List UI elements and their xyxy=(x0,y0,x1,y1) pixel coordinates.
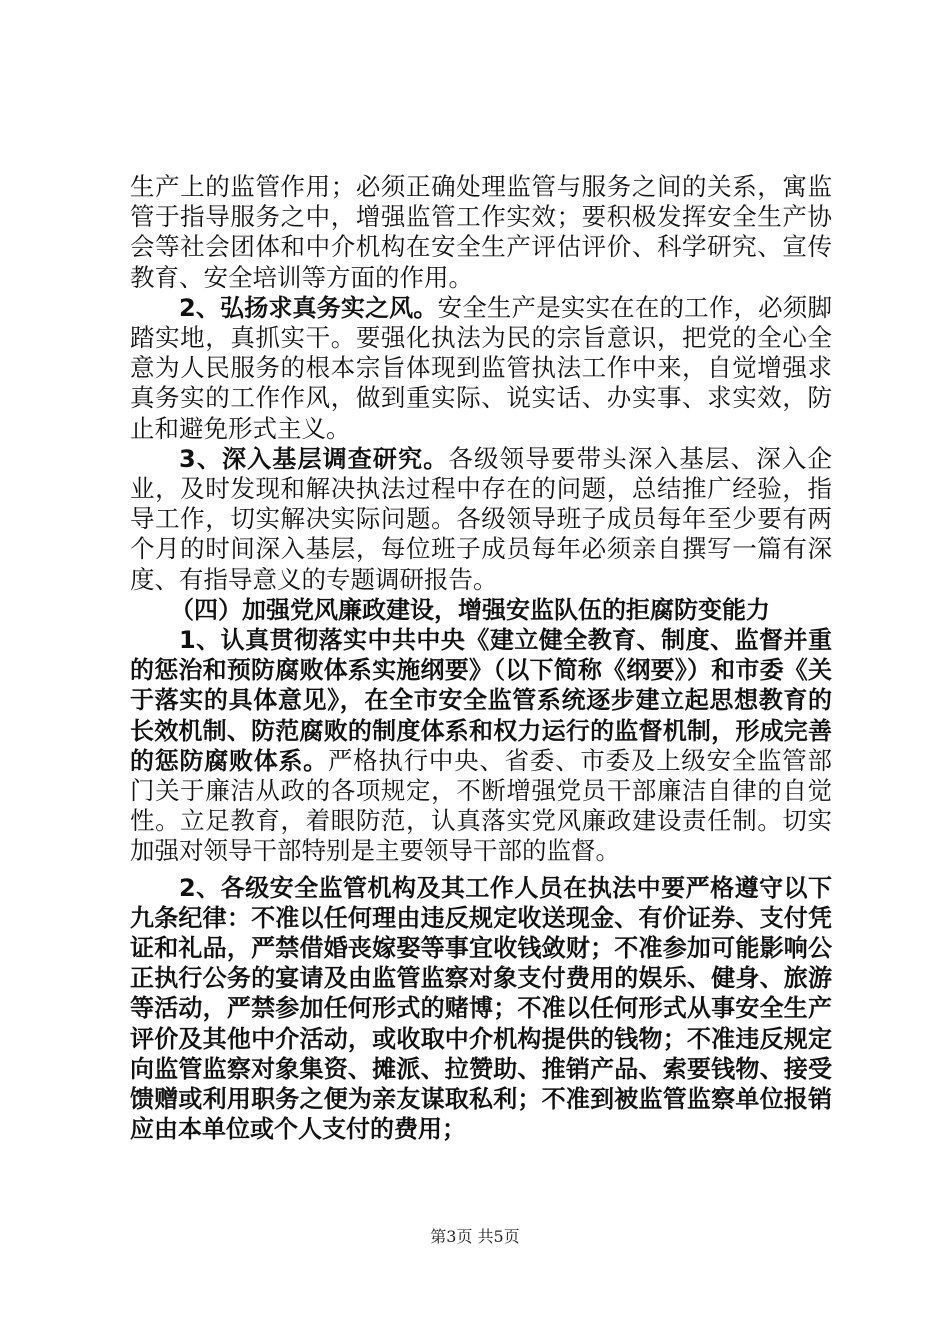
item-3-body: 各级领导要带头深入基层、深入企业，及时发现和解决执法过程中存在的问题，总结推广经验，指导工作，切实解决实际问题。各级领导班子成员每年至少要有两个月的时间深入基层，每位班子成员每年必须亲自撰写一篇有深度、有指导意义的专题调研报告。 xyxy=(130,443,832,594)
paragraph-item-2 xyxy=(130,293,832,444)
paragraph-item-4-1 xyxy=(130,625,832,867)
item-3-heading: 3、深入基层调查研究。 xyxy=(179,444,449,473)
document-body xyxy=(130,172,832,1145)
page-footer: 第3页 共5页 xyxy=(430,1227,520,1246)
item-2-body: 安全生产是实实在在的工作，必须脚踏实地，真抓实干。要强化执法为民的宗旨意识，把党的全心全意为人民服务的根本宗旨体现到监管执法工作中来，自觉增强求真务实的工作作风，做到重实际、说实话、办实事、求实效，防止和避免形式主义。 xyxy=(130,292,833,443)
item-2-heading: 2、弘扬求真务实之风。 xyxy=(179,293,438,322)
section-4-heading: （四）加强党风廉政建设，增强安监队伍的拒腐防变能力 xyxy=(170,595,770,624)
paragraph-item-4-2: 2、各级安全监管机构及其工作人员在执法中要严格遵守以下九条纪律：不准以任何理由违反规定收送现金、有价证券、支付凭证和礼品，严禁借婚丧嫁娶等事宜收钱敛财；不准参加可能影响公正执行公务的宴请及由监管监察对象支付费用的娱乐、健身、旅游等活动，严禁参加任何形式的赌博；不准以任何形式从事安全生产评价及其他中介活动，或收取中介机构提供的钱物；不准违反规定向监管监察对象集资、摊派、拉赞助、推销产品、索要钱物、接受馈赠或利用职务之便为亲友谋取私利；不准到被监管监察单位报销应由本单位或个人支付的费用； xyxy=(130,873,832,1144)
item-4-1-heading: 1、认真贯彻落实中共中央《建立健全教育、制度、监督并重的惩治和预防腐败体系实施纲要》（以下简称《纲要》）和市委《关于落实的具体意见》，在全市安全监管系统逐步建立起思想教育的长效机制、防范腐败的制度体系和权力运行的监督机制，形成完善的惩防腐败体系。 xyxy=(130,626,832,775)
paragraph-intro: 生产上的监管作用；必须正确处理监管与服务之间的关系，寓监管于指导服务之中，增强监管工作实效；要积极发挥安全生产协会等社会团体和中介机构在安全生产评估评价、科学研究、宣传教育、安全培训等方面的作用。 xyxy=(130,172,832,292)
item-4-1-body: 严格执行中央、省委、市委及上级安全监管部门关于廉洁从政的各项规定，不断增强党员干部廉洁自律的自觉性。立足教育，着眼防范，认真落实党风廉政建设责任制。切实加强对领导干部特别是主要领导干部的监督。 xyxy=(130,745,833,866)
paragraph-item-3 xyxy=(130,444,832,595)
